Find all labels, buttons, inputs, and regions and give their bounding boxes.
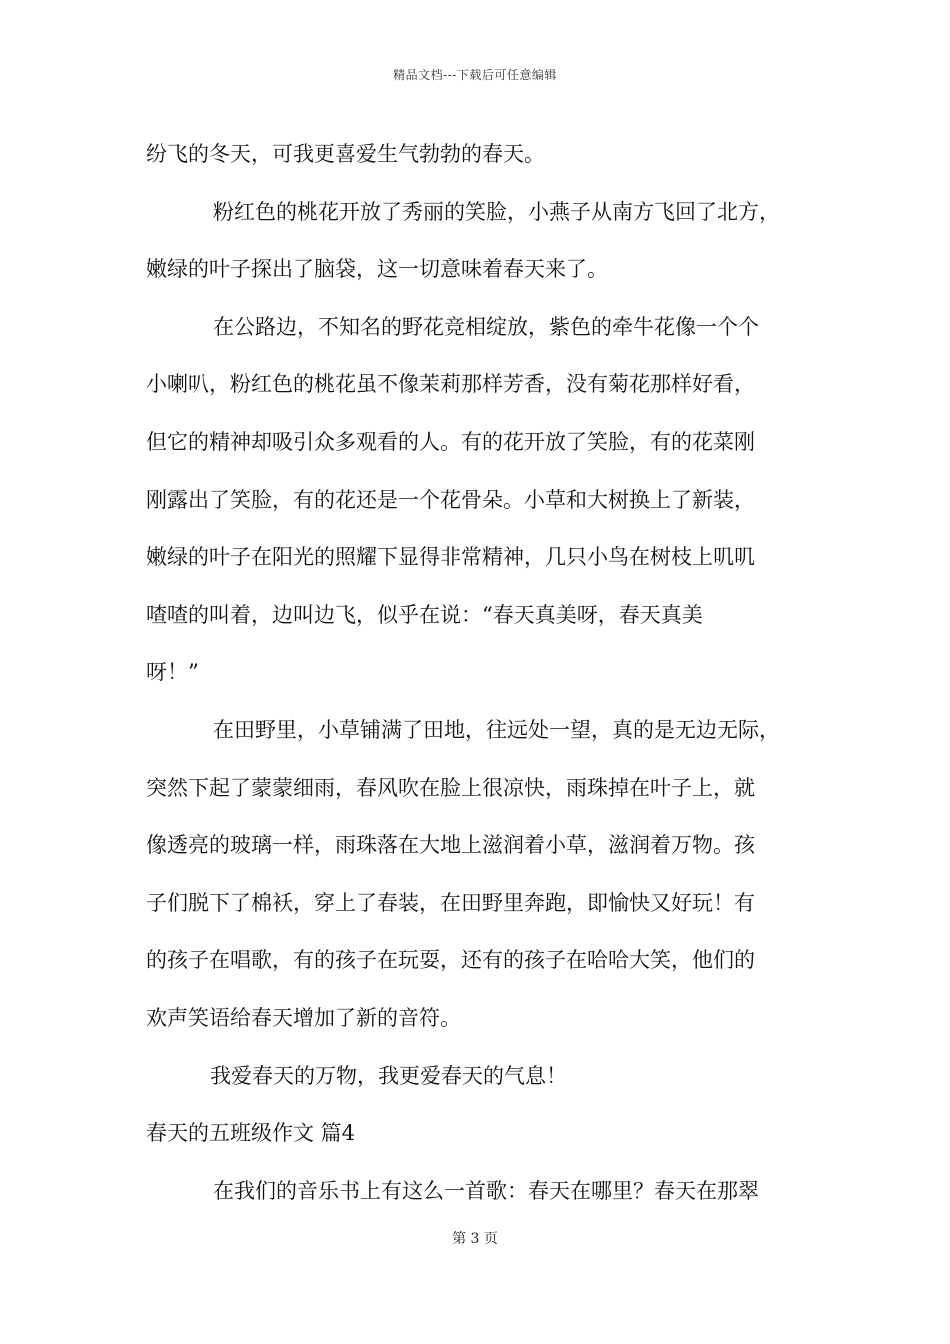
paragraph-start-line: 在我们的音乐书上有这么一首歌：春天在哪里？春天在那翠 <box>213 1178 759 1203</box>
document-body <box>146 131 826 1225</box>
text-line: 喳喳的叫着，边叫边飞，似乎在说：“春天真美呀，春天真美 <box>146 602 703 627</box>
text-line: 刚露出了笑脸，有的花还是一个花骨朵。小草和大树换上了新装， <box>146 487 755 512</box>
text-line: 子们脱下了棉袄，穿上了春装，在田野里奔跑，即愉快又好玩！有 <box>146 890 755 915</box>
text-line: 嫩绿的叶子探出了脑袋，这一切意味着春天来了。 <box>146 257 608 282</box>
page-number: 第 3 页 <box>452 1231 498 1247</box>
paragraph-start-line: 粉红色的桃花开放了秀丽的笑脸，小燕子从南方飞回了北方， <box>213 199 780 224</box>
text-line: 欢声笑语给春天增加了新的音符。 <box>146 1005 461 1030</box>
text-line: 小喇叭，粉红色的桃花虽不像茉莉那样芳香，没有菊花那样好看， <box>146 372 755 397</box>
section-heading: 春天的五班级作文 篇4 <box>146 1121 356 1146</box>
text-line: 嫩绿的叶子在阳光的照耀下显得非常精神，几只小鸟在树枝上叽叽 <box>146 545 755 570</box>
paragraph-start-line: 在田野里，小草铺满了田地，往远处一望，真的是无边无际， <box>213 717 780 742</box>
text-line: 的孩子在唱歌，有的孩子在玩耍，还有的孩子在哈哈大笑，他们的 <box>146 948 755 973</box>
text-line: 纷飞的冬天，可我更喜爱生气勃勃的春天。 <box>146 142 545 166</box>
text-line: 突然下起了蒙蒙细雨，春风吹在脸上很凉快，雨珠掉在叶子上，就 <box>146 775 755 800</box>
text-line: 呀！” <box>146 660 199 685</box>
paragraph-start-line: 我爱春天的万物，我更爱春天的气息！ <box>210 1063 567 1088</box>
text-line: 像透亮的玻璃一样，雨珠落在大地上滋润着小草，滋润着万物。孩 <box>146 833 755 858</box>
text-line: 但它的精神却吸引众多观看的人。有的花开放了笑脸，有的花菜刚 <box>146 429 755 454</box>
page-header: 精品文档---下载后可任意编辑 <box>393 68 557 82</box>
paragraph-start-line: 在公路边，不知名的野花竞相绽放，紫色的牵牛花像一个个 <box>213 314 759 339</box>
